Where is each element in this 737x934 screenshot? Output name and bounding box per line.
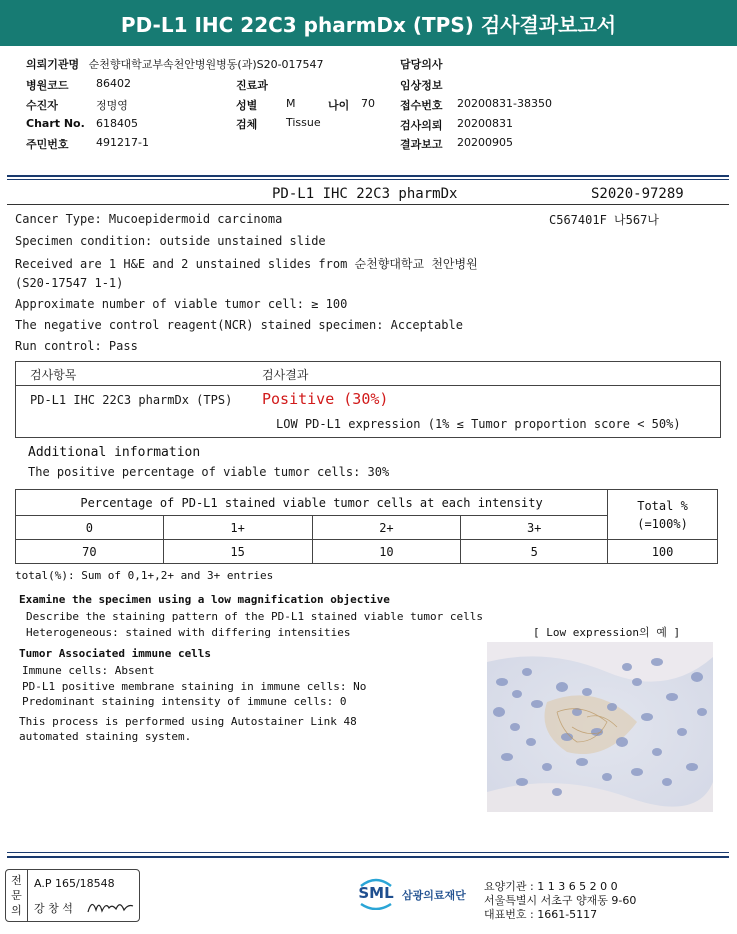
- footer-divider: [7, 856, 729, 858]
- specimen-condition-line: Specimen condition: outside unstained slide: [15, 234, 326, 248]
- process-line-1: This process is performed using Autostainer Link 48: [19, 715, 357, 728]
- result-item: PD-L1 IHC 22C3 pharmDx (TPS): [30, 393, 233, 407]
- footer-phone: 대표번호 : 1661-5117: [484, 908, 598, 921]
- additional-heading: Additional information: [28, 445, 201, 460]
- signature-box: [5, 869, 140, 922]
- run-control-line: Run control: Pass: [15, 339, 138, 353]
- resident-label: 주민번호: [26, 138, 69, 151]
- intensity-value-0: 70: [16, 540, 164, 564]
- footer-institution-code: 요양기관 : 1 1 3 6 5 2 0 0: [484, 880, 618, 893]
- patient-value: 정명영: [96, 99, 128, 112]
- report-title: PD-L1 IHC 22C3 pharmDx (TPS) 검사결과보고서: [0, 0, 737, 46]
- intensity-value-1: 15: [163, 540, 312, 564]
- intensity-value-2: 10: [312, 540, 461, 564]
- report-number: S2020-97289: [591, 186, 684, 202]
- reference-code: C567401F 나567나: [549, 213, 659, 227]
- process-line-2: automated staining system.: [19, 730, 192, 743]
- receipt-label: 접수번호: [400, 99, 443, 112]
- sex-label: 성별: [236, 99, 258, 112]
- intensity-caption: Percentage of PD-L1 stained viable tumor cells at each intensity: [16, 490, 608, 516]
- chart-label: Chart No.: [26, 117, 85, 130]
- intensity-total: 100: [608, 540, 718, 564]
- clinical-label: 임상정보: [400, 79, 443, 92]
- sml-logo: [357, 876, 395, 910]
- result-col2-header: 검사결과: [262, 368, 309, 382]
- license-number: A.P 165/18548: [34, 877, 115, 890]
- received-line: Received are 1 H&E and 2 unstained slides from 순천향대학교 천안병원: [15, 257, 478, 271]
- resident-value: 491217-1: [96, 136, 149, 149]
- intensity-col-1: 1+: [163, 516, 312, 540]
- header-divider-thin: [7, 179, 729, 180]
- receipt-value: 20200831-38350: [457, 97, 552, 110]
- header-divider: [7, 175, 729, 177]
- report-date-label: 결과보고: [400, 138, 443, 151]
- subheader-rule: [7, 204, 729, 205]
- footer-address: 서울특별시 서초구 양재동 9-60: [484, 894, 637, 907]
- ihc-example-image: [487, 642, 713, 812]
- cancer-type-line: Cancer Type: Mucoepidermoid carcinoma: [15, 212, 283, 226]
- table-footnote: total(%): Sum of 0,1+,2+ and 3+ entries: [15, 569, 274, 582]
- result-col1-header: 검사항목: [30, 368, 77, 382]
- specimen-label: 검체: [236, 118, 258, 131]
- footer-divider-thin: [7, 852, 729, 853]
- result-box-divider: [16, 385, 720, 386]
- result-expression: LOW PD-L1 expression (1% ≤ Tumor proportion score < 50%): [276, 417, 681, 431]
- immune-line-2: PD-L1 positive membrane staining in immune cells: No: [22, 680, 367, 693]
- pathologist-name: 강 창 석: [34, 902, 73, 915]
- additional-text: The positive percentage of viable tumor cells: 30%: [28, 465, 390, 479]
- age-label: 나이: [328, 99, 350, 112]
- sml-logo-text: SML: [358, 884, 394, 902]
- institution-row: [26, 56, 324, 72]
- test-name: PD-L1 IHC 22C3 pharmDx: [272, 186, 458, 202]
- intensity-col-2: 2+: [312, 516, 461, 540]
- intensity-value-3: 5: [461, 540, 608, 564]
- chart-value: 618405: [96, 117, 138, 130]
- report-date-value: 20200905: [457, 136, 513, 149]
- doctor-label: 담당의사: [400, 58, 443, 71]
- examine-heading: Examine the specimen using a low magnification objective: [19, 593, 390, 606]
- total-header: [608, 490, 718, 540]
- hospital-code-value: 86402: [96, 77, 131, 90]
- institution-value: 순천향대학교부속천안병원병동(과)S20-017547: [88, 58, 324, 71]
- immune-heading: Tumor Associated immune cells: [19, 647, 212, 660]
- request-label: 검사의뢰: [400, 119, 443, 132]
- examine-line-1: Describe the staining pattern of the PD-L1 stained viable tumor cells: [26, 610, 483, 623]
- result-box: [15, 361, 721, 438]
- case-number-line: (S20-17547 1-1): [15, 276, 124, 290]
- examine-line-2: Heterogeneous: stained with differing intensities: [26, 626, 351, 639]
- specialist-stamp: 전문의: [6, 870, 28, 921]
- total-header-line1: Total %: [637, 498, 688, 513]
- immune-line-3: Predominant staining intensity of immune cells: 0: [22, 695, 347, 708]
- sex-value: M: [286, 97, 296, 110]
- intensity-col-0: 0: [16, 516, 164, 540]
- request-value: 20200831: [457, 117, 513, 130]
- result-value: Positive (30%): [262, 390, 389, 408]
- dept-label: 진료과: [236, 79, 268, 92]
- intensity-col-3: 3+: [461, 516, 608, 540]
- ncr-line: The negative control reagent(NCR) stained specimen: Acceptable: [15, 318, 463, 332]
- specimen-value: Tissue: [286, 116, 321, 129]
- table-row: [16, 540, 718, 564]
- table-row: [16, 490, 718, 516]
- ihc-micrograph: [487, 642, 713, 812]
- intensity-table: [15, 489, 718, 564]
- foundation-name: 삼광의료재단: [402, 889, 466, 902]
- image-caption: [ Low expression의 예 ]: [533, 626, 681, 639]
- hospital-code-label: 병원코드: [26, 79, 69, 92]
- handwritten-signature: [86, 894, 136, 918]
- patient-label: 수진자: [26, 99, 58, 112]
- hospital-code-row: [26, 77, 69, 93]
- total-header-line2: (=100%): [637, 516, 688, 531]
- viable-cells-line: Approximate number of viable tumor cell: ≥ 100: [15, 297, 348, 311]
- institution-label: 의뢰기관명: [26, 58, 80, 71]
- age-value: 70: [361, 97, 375, 110]
- immune-line-1: Immune cells: Absent: [22, 664, 155, 677]
